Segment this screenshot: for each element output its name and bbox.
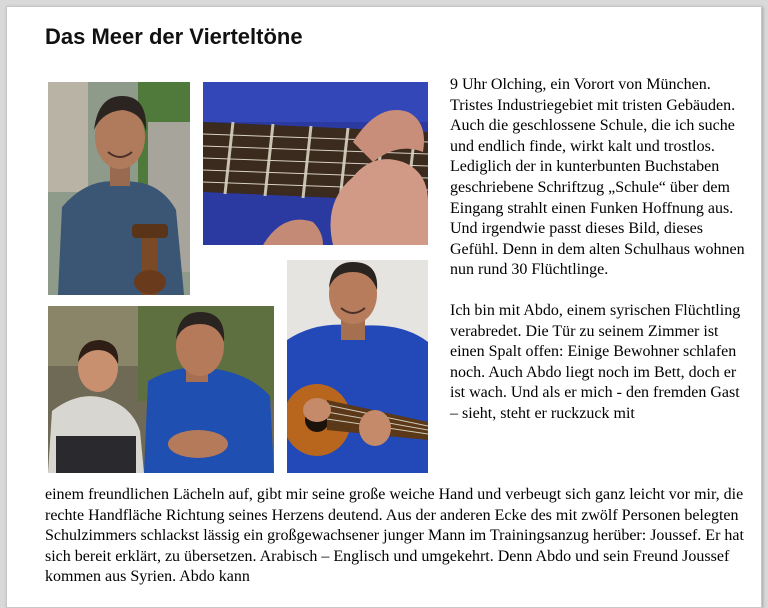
article-title: Das Meer der Vierteltöne [45,24,303,49]
photo-man-with-guitar [48,82,190,295]
photo-man-playing-guitar [287,260,428,473]
photo-man-with-boy [48,306,274,473]
article-column-text [450,75,750,445]
article-page [6,6,762,608]
article-paragraph-1: 9 Uhr Olching, ein Vorort von München. Tristes Industriegebiet mit tristen Gebäuden. Auch die geschlossene Schule, die ich suche und endlich finde, wirkt kalt und trostlos. Lediglich der in kunterbunten Buchstaben geschriebene Schriftzug „Schule“ über dem Eingang strahlt einen Funken Hoffnung aus. Und irgendwie passt dieses Bild, dieses Gefühl. Denn in dem alten Schulhaus wohnen nun rund 30 Flüchtlinge. [450,76,745,279]
photo-guitar-fretboard [203,82,428,245]
article-paragraph-2-continued: einem freundlichen Lächeln auf, gibt mir seine große weiche Hand und verbeugt sich ganz leicht vor mir, die rechte Handfläche Richtung seines Herzens deutend. Aus der anderen Ecke des mit zwölf Personen belegten Schulzimmers schlackst lässig ein großgewachsener junger Mann im Trainingsanzug herüber: Joussef. Er hat sich bereit erklärt, zu übersetzen. Arabisch – Englisch und umgekehrt. Denn Abdo und sein Freund Joussef kommen aus Syrien. Abdo kann [45,486,744,586]
article-paragraph-2-start: Ich bin mit Abdo, einem syrischen Flüchtling verabredet. Die Tür zu seinem Zimmer ist einen Spalt offen: Einige Bewohner schlafen noch. Auch Abdo liegt noch im Bett, doch er ist wach. Und als er mich - den fremden Gast – sieht, steht er ruckzuck mit [450,301,741,422]
